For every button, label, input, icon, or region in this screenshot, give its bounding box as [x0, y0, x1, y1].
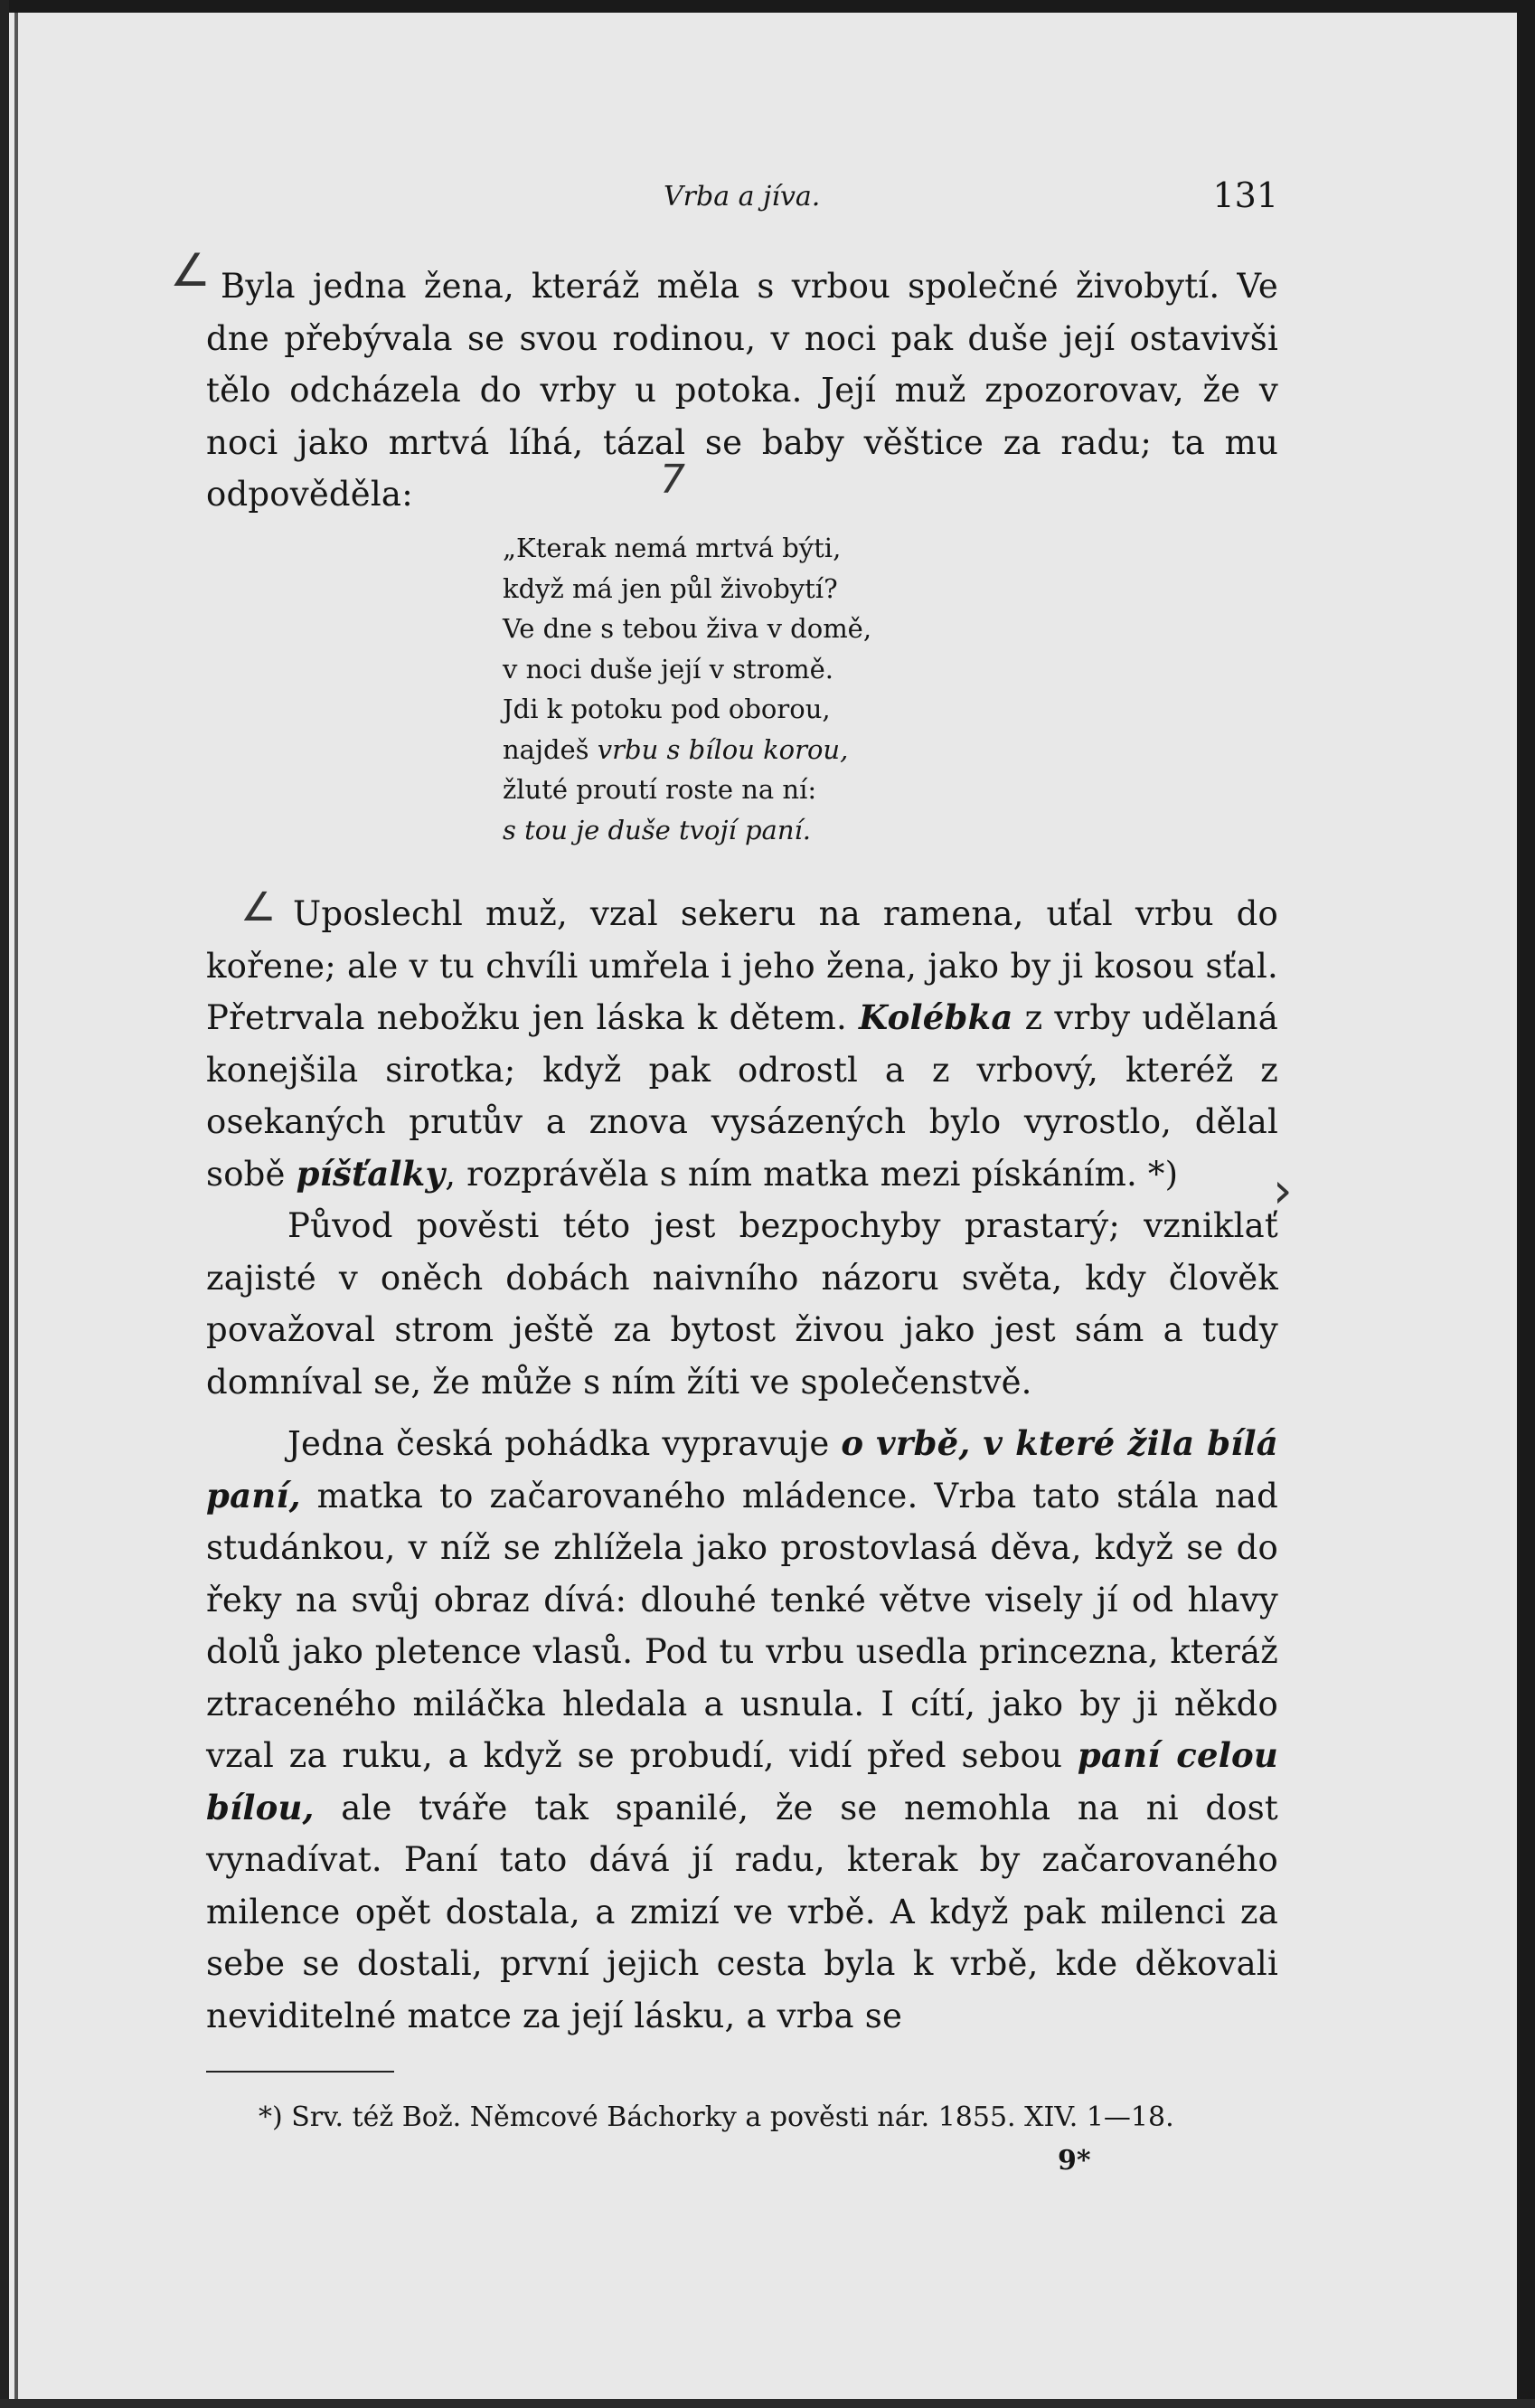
pencil-mark-chevron-icon: › [1273, 1162, 1293, 1219]
emphasis-kolebka: Kolébka [859, 997, 1013, 1037]
paragraph-2-text [206, 888, 1278, 1200]
poem-line-start: najdeš [503, 733, 598, 765]
paragraph-4 [206, 1418, 1278, 2042]
emphasis-vrbe-bila-pani: o vrbě, v které žila bílá paní, [206, 1423, 1278, 1516]
emphasis-pani-celou-bilou: paní celou bílou, [206, 1735, 1278, 1827]
paragraph-3 [206, 1200, 1278, 1408]
signature-mark: 9* [1058, 2145, 1091, 2177]
pencil-mark-angle-icon: ∠ [170, 244, 211, 297]
page-header [206, 174, 1278, 228]
emphasis-pistalky: píšťalky [296, 1153, 446, 1194]
scan-border-right [1517, 0, 1535, 2408]
running-title: Vrba a jíva. [664, 181, 821, 212]
paragraph-2-part: z vrby udělaná konejšila sirotka; když pak odrostl a z vrbový, kteréž z osekaných prutův a znova vysázených bylo vyrostlo, dělal sobě [206, 998, 1278, 1194]
paragraph-2-part: , rozprávěla s ním matka mezi pískáním. *) [445, 1154, 1179, 1194]
scan-border-left-line [14, 13, 18, 2400]
paragraph-2 [206, 888, 1278, 1200]
paragraph-4-part: Jedna česká pohádka vypravuje [287, 1424, 842, 1463]
poem-line [503, 730, 871, 770]
paragraph-3-text: Původ pověsti této jest bezpochyby prastarý; vzniklať zajisté v oněch dobách naivního názoru světa, kdy člověk považoval strom ještě za bytost živou jako jest sám a tudy domníval se, že může s ním žíti ve společenstvě. [206, 1206, 1278, 1402]
paragraph-1-text: Byla jedna žena, kteráž měla s vrbou společné živobytí. Ve dne přebývala se svou rodinou, v noci pak duše její ostavivši tělo odcházela do vrby u potoka. Její muž zpozorovav, že v noci jako mrtvá líhá, tázal se baby věštice za radu; ta mu odpověděla: [206, 267, 1278, 514]
poem-line: žluté proutí roste na ní: [503, 774, 817, 805]
paragraph-2-part: Uposlechl muž, vzal sekeru na ramena, uťal vrbu do kořene; ale v tu chvíli umřela i jeho žena, jako by ji kosou sťal. Přetrvala nebožku jen láska k dětem. [206, 894, 1278, 1037]
pencil-mark-seven-icon: 7 [660, 457, 685, 503]
paragraph-1 [206, 260, 1278, 521]
paragraph-4-text [206, 1418, 1278, 2042]
poem-line: když má jen půl živobytí? [503, 572, 838, 604]
pencil-mark-angle-icon: ∠ [240, 884, 277, 930]
poem-line: s tou je duše tvojí paní. [503, 814, 811, 845]
footnote-rule [206, 2071, 394, 2073]
poem-line: v noci duše její v stromě. [503, 653, 833, 685]
poem-line: „Kterak nemá mrtvá býti, [503, 533, 842, 563]
page-number: 131 [1212, 175, 1278, 215]
scan-border-top [0, 0, 1535, 13]
scan-border-bottom [0, 2399, 1535, 2408]
poem-line: Ve dne s tebou živa v domě, [503, 613, 872, 644]
poem-line-italic: vrbu s bílou korou, [597, 733, 849, 765]
paragraph-4-part: matka to začarovaného mládence. Vrba tato stála nad studánkou, v níž se zhlížela jako prostovlasá děva, když se do řeky na svůj obraz dívá: dlouhé tenké větve visely jí od hlavy dolů jako pletence vlasů. Pod tu vrbu usedla princezna, kteráž ztraceného miláčka hledala a usnula. I cítí, jako by ji někdo vzal za ruku, a když se probudí, vidí před sebou [206, 1476, 1278, 1775]
poem [503, 528, 871, 850]
paragraph-4-part: ale tváře tak spanilé, že se nemohla na ni dost vynadívat. Paní tato dává jí radu, kterak by začarovaného milence opět dostala, a zmizí ve vrbě. A když pak milenci za sebe se dostali, první jejich cesta byla k vrbě, kde děkovali neviditelné matce za její lásku, a vrba se [206, 1788, 1278, 2035]
footnote: *) Srv. též Bož. Němcové Báchorky a pověsti nár. 1855. XIV. 1—18. [259, 2101, 1174, 2133]
poem-line: Jdi k potoku pod oborou, [503, 694, 831, 724]
scan-border-left [0, 0, 9, 2408]
